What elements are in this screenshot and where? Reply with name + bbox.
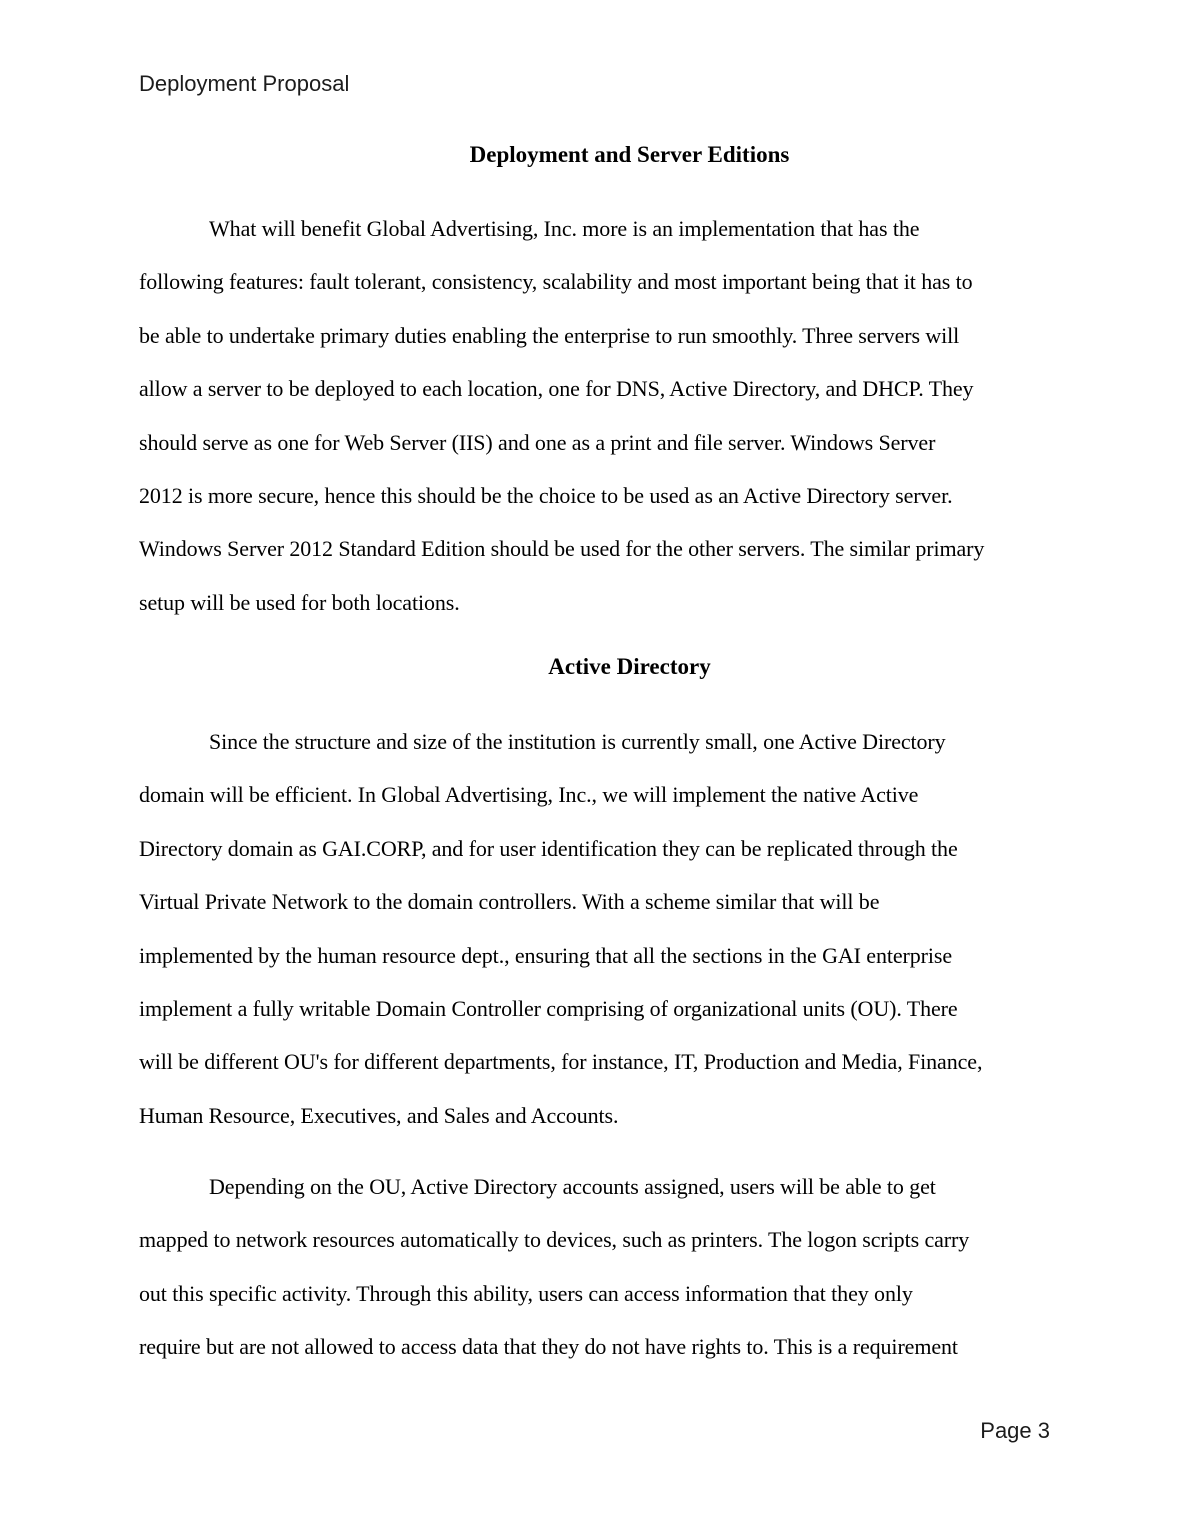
- body-line: Since the structure and size of the institution is currently small, one Active Directory: [209, 729, 946, 754]
- body-line: Depending on the OU, Active Directory accounts assigned, users will be able to get: [209, 1174, 936, 1199]
- body-line: will be different OU's for different departments, for instance, IT, Production and Media, Finance,: [139, 1049, 983, 1075]
- body-line: mapped to network resources automatically to devices, such as printers. The logon scripts carry: [139, 1227, 970, 1253]
- paragraph: [139, 715, 1149, 1142]
- body-line: What will benefit Global Advertising, Inc. more is an implementation that has the: [209, 216, 920, 241]
- body-line: Directory domain as GAI.CORP, and for user identification they can be replicated through the: [139, 835, 958, 861]
- body-line: implement a fully writable Domain Controller comprising of organizational units (OU). There: [139, 996, 958, 1022]
- body-line: 2012 is more secure, hence this should be the choice to be used as an Active Directory server.: [139, 483, 953, 509]
- body-line: Human Resource, Executives, and Sales and Accounts.: [139, 1102, 619, 1128]
- body-line: domain will be efficient. In Global Advertising, Inc., we will implement the native Active: [139, 782, 919, 808]
- body-line: should serve as one for Web Server (IIS) and one as a print and file server. Windows Server: [139, 429, 936, 455]
- body-line: setup will be used for both locations.: [139, 589, 460, 615]
- body-line: Windows Server 2012 Standard Edition should be used for the other servers. The similar primary: [139, 536, 985, 562]
- section-heading-active-directory: Active Directory: [548, 654, 711, 679]
- page-number: Page 3: [980, 1418, 1050, 1443]
- running-header: Deployment Proposal: [139, 71, 350, 96]
- paragraph: [139, 202, 1149, 629]
- body-line: out this specific activity. Through this ability, users can access information that they only: [139, 1280, 913, 1306]
- body-line: implemented by the human resource dept., ensuring that all the sections in the GAI enterprise: [139, 942, 953, 968]
- section-heading-deployment-and-server-editions: Deployment and Server Editions: [469, 142, 790, 167]
- body-line: be able to undertake primary duties enabling the enterprise to run smoothly. Three servers will: [139, 322, 960, 348]
- body-line: require but are not allowed to access data that they do not have rights to. This is a requirement: [139, 1334, 958, 1360]
- paragraph: [139, 1160, 1149, 1374]
- body-line: following features: fault tolerant, consistency, scalability and most important being that it has to: [139, 269, 973, 295]
- body-line: allow a server to be deployed to each location, one for DNS, Active Directory, and DHCP. They: [139, 376, 974, 402]
- body-line: Virtual Private Network to the domain controllers. With a scheme similar that will be: [139, 889, 880, 915]
